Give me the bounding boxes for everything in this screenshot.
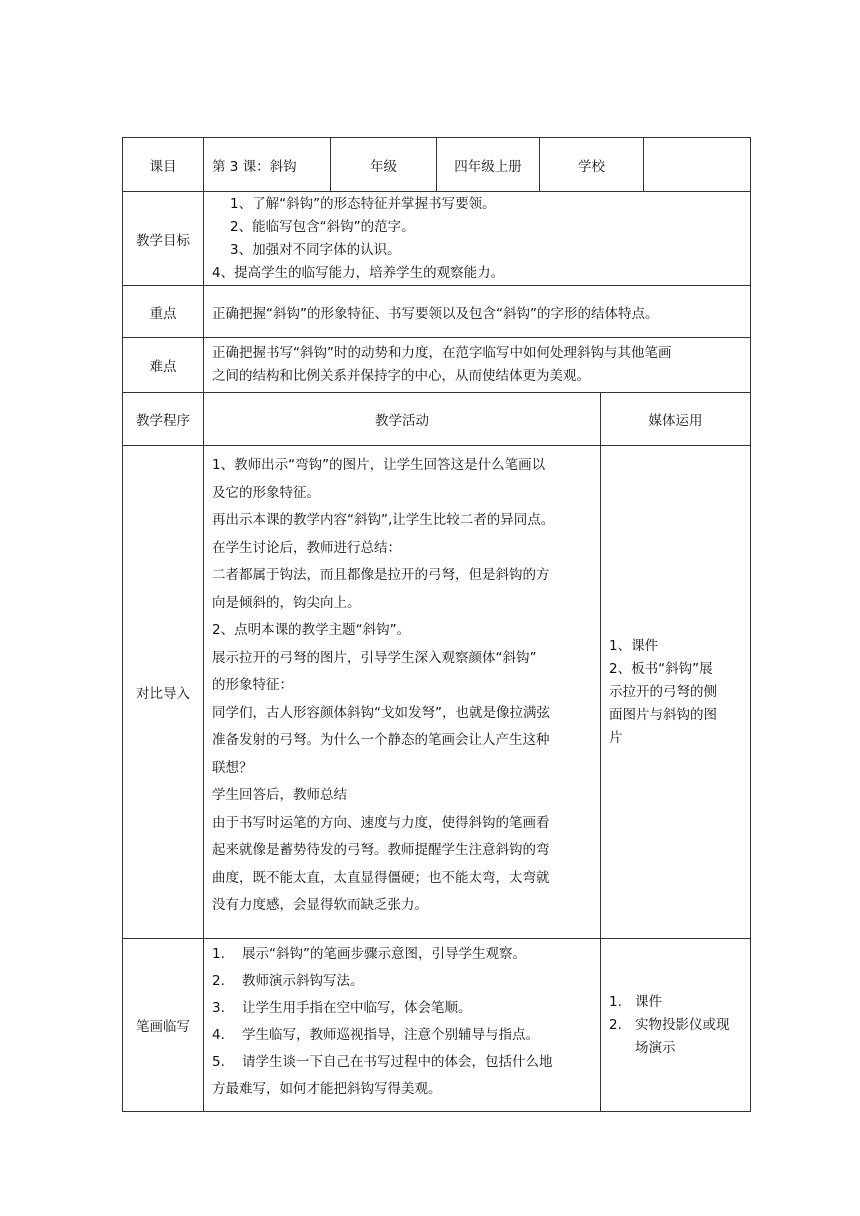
item-text: 课件 — [635, 993, 662, 1010]
media-line: 片 — [609, 729, 623, 746]
media-line: 示拉开的弓弩的侧 — [609, 683, 717, 700]
activity-line: 同学们，古人形容颜体斜钩“戈如发弩”，也就是像拉满弦 — [212, 704, 550, 721]
activity-line: 2、点明本课的教学主题“斜钩”。 — [212, 622, 411, 638]
activity-line: 及它的形象特征。 — [212, 484, 320, 501]
objective-item: 4、提高学生的临写能力，培养学生的观察能力。 — [212, 264, 505, 281]
activity-line: 的形象特征： — [212, 677, 293, 693]
key-point-label: 重点 — [123, 286, 204, 338]
difficulty-row — [123, 338, 751, 393]
media-continuation: 场演示 — [635, 1039, 676, 1056]
key-point-row — [123, 286, 751, 338]
objective-item: 1、了解“斜钩”的形态特征并掌握书写要领。 — [230, 195, 496, 212]
activity-header: 教学活动 — [204, 393, 601, 446]
difficulty-label: 难点 — [123, 338, 204, 393]
stroke-steps-list — [212, 941, 594, 1076]
media-line: 面图片与斜钩的图 — [609, 706, 717, 723]
grade-value: 四年级上册 — [437, 138, 540, 192]
objectives-label: 教学目标 — [123, 192, 204, 286]
media-header: 媒体运用 — [601, 393, 751, 446]
header-row — [123, 138, 751, 192]
section-stroke-copy-row — [123, 939, 751, 1112]
list-item — [212, 1022, 594, 1049]
item-text: 请学生谈一下自己在书写过程中的体会，包括什么地 — [242, 1054, 553, 1070]
item-text: 实物投影仪或现 — [635, 1016, 730, 1033]
item-number: 2. — [609, 1016, 622, 1033]
activity-line: 向是倾斜的，钩尖向上。 — [212, 594, 361, 611]
item-text: 展示“斜钩”的笔画步骤示意图，引导学生观察。 — [242, 946, 526, 962]
activity-line: 学生回答后，教师总结 — [212, 787, 347, 803]
difficulty-cell — [204, 338, 751, 393]
activity-line: 二者都属于钩法，而且都像是拉开的弓弩，但是斜钩的方 — [212, 567, 550, 583]
list-item — [212, 941, 594, 968]
activity-line: 起来就像是蓄势待发的弓弩。教师提醒学生注意斜钩的弯 — [212, 842, 550, 858]
item-number: 3. — [212, 1000, 225, 1016]
school-value — [644, 138, 751, 192]
activity-line: 没有力度感，会显得软而缺乏张力。 — [212, 897, 428, 913]
item-number: 5. — [212, 1054, 225, 1070]
lesson-plan-sheet — [122, 137, 750, 1112]
list-item — [212, 968, 594, 995]
school-label: 学校 — [540, 138, 644, 192]
activity-line: 在学生讨论后，教师进行总结： — [212, 539, 401, 556]
key-point-text: 正确把握“斜钩”的形象特征、书写要领以及包含“斜钩”的字形的结体特点。 — [204, 286, 751, 338]
difficulty-line: 之间的结构和比例关系并保持字的中心，从而使结体更为美观。 — [212, 368, 590, 384]
item-continuation: 方最难写，如何才能把斜钩写得美观。 — [212, 1081, 442, 1097]
item-number: 1. — [609, 993, 622, 1010]
media-list — [609, 991, 744, 1037]
section1-label: 对比导入 — [123, 446, 204, 939]
section2-media — [601, 939, 751, 1112]
activity-line: 联想？ — [212, 759, 253, 776]
list-item — [212, 995, 594, 1022]
media-item — [609, 1014, 744, 1037]
section1-media — [601, 446, 751, 939]
activity-line: 曲度，既不能太直，太直显得僵硬；也不能太弯，太弯就 — [212, 869, 550, 886]
media-item — [609, 991, 744, 1014]
item-number: 2. — [212, 973, 225, 989]
section2-label: 笔画临写 — [123, 939, 204, 1112]
objective-item: 3、加强对不同字体的认识。 — [230, 241, 401, 258]
section-comparison-row — [123, 446, 751, 939]
grade-label: 年级 — [331, 138, 437, 192]
lesson-plan-table — [122, 137, 751, 1112]
item-number: 4. — [212, 1027, 225, 1043]
item-text: 学生临写，教师巡视指导，注意个别辅导与指点。 — [242, 1027, 539, 1043]
objectives-cell — [204, 192, 751, 286]
objectives-row — [123, 192, 751, 286]
activity-line: 准备发射的弓弩。为什么一个静态的笔画会让人产生这种 — [212, 732, 550, 748]
section2-activity — [204, 939, 601, 1112]
course-value: 第 3 课：斜钩 — [204, 138, 331, 192]
course-label: 课目 — [123, 138, 204, 192]
objective-item: 2、能临写包含“斜钩”的范字。 — [230, 218, 415, 235]
list-item — [212, 1049, 594, 1076]
item-text: 让学生用手指在空中临写，体会笔顺。 — [242, 1000, 472, 1016]
activity-line: 展示拉开的弓弩的图片，引导学生深入观察颜体“斜钩” — [212, 649, 537, 666]
activity-line: 再出示本课的教学内容“斜钩”,让学生比较二者的异同点。 — [212, 512, 555, 528]
activity-line: 1、教师出示“弯钩”的图片，让学生回答这是什么笔画以 — [212, 457, 546, 473]
media-line: 1、课件 — [609, 637, 659, 654]
media-line: 2、板书“斜钩”展 — [609, 660, 713, 677]
item-text: 教师演示斜钩写法。 — [242, 973, 364, 989]
item-number: 1. — [212, 946, 225, 962]
column-header-row — [123, 393, 751, 446]
procedure-header: 教学程序 — [123, 393, 204, 446]
difficulty-line: 正确把握书写“斜钩”时的动势和力度，在范字临写中如何处理斜钩与其他笔画 — [212, 345, 672, 361]
section1-activity — [204, 446, 601, 939]
activity-line: 由于书写时运笔的方向、速度与力度，使得斜钩的笔画看 — [212, 814, 550, 831]
